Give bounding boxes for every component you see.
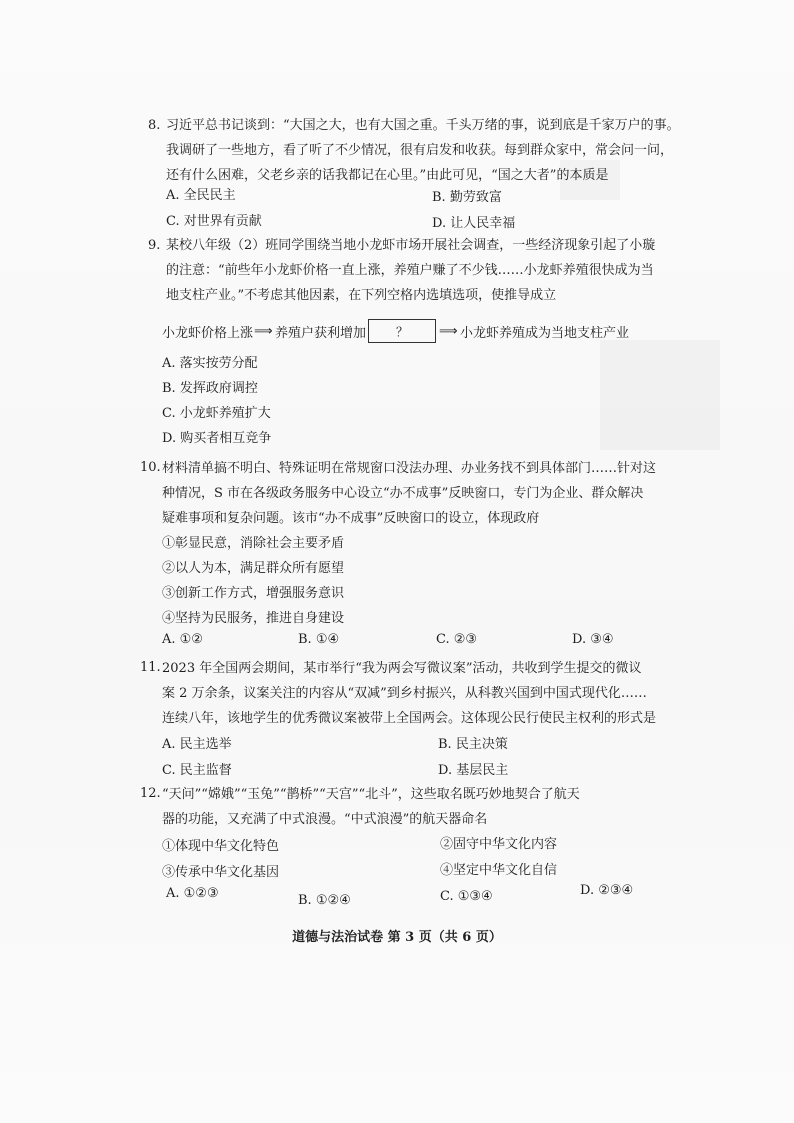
question-text-line: 案 2 万余条，议案关注的内容从“双减”到乡村振兴，从科教兴国到中国式现代化…… <box>162 686 647 701</box>
statement-2: ②固守中华文化内容 <box>440 837 558 852</box>
question-text-line: 习近平总书记谈到：“大国之大，也有大国之重。千头万绪的事，说到底是千家万户的事。 <box>166 118 680 133</box>
question-text-line: 连续八年，该地学生的优秀微议案被带上全国两会。这体现公民行使民主权利的形式是 <box>162 711 657 726</box>
option-b: B. ①②④ <box>298 893 351 908</box>
inference-flow <box>162 318 629 344</box>
statement-1: ①彰显民意，消除社会主要矛盾 <box>162 536 345 551</box>
question-number: 9. <box>148 238 161 253</box>
question-text-line: 的注意：“前些年小龙虾价格一直上涨，养殖户赚了不少钱……小龙虾养殖很快成为当 <box>166 263 654 278</box>
option-a: A. 民主选举 <box>162 737 232 752</box>
statement-3: ③传承中华文化基因 <box>162 865 280 880</box>
flow-step-price-rise: 小龙虾价格上涨 <box>162 325 254 341</box>
statement-4: ④坚持为民服务，推进自身建设 <box>162 611 345 626</box>
statement-3: ③创新工作方式，增强服务意识 <box>162 586 345 601</box>
option-c: C. 民主监督 <box>162 763 232 778</box>
statement-4: ④坚定中华文化自信 <box>440 863 558 878</box>
scan-shadow <box>600 340 720 450</box>
option-b: B. 民主决策 <box>438 737 508 752</box>
option-b: B. 勤劳致富 <box>432 190 502 205</box>
question-text-line: 我调研了一些地方，看了听了不少情况，很有启发和收获。每到群众家中，常会问一问， <box>166 143 674 158</box>
question-text-line: 种情况，S 市在各级政务服务中心设立“办不成事”反映窗口，专门为企业、群众解决 <box>162 486 644 501</box>
statement-1: ①体现中华文化特色 <box>162 839 280 854</box>
option-a: A. 全民民主 <box>166 188 236 203</box>
option-d: D. 购买者相互竞争 <box>162 431 272 446</box>
question-text-line: 器的功能，又充满了中式浪漫。“中式浪漫”的航天器命名 <box>162 812 488 827</box>
statement-2: ②以人为本，满足群众所有愿望 <box>162 561 345 576</box>
option-a: A. ①② <box>162 632 203 647</box>
option-d: D. ③④ <box>572 632 614 647</box>
option-b: B. 发挥政府调控 <box>162 381 258 396</box>
flow-step-profit-increase: 养殖户获利增加 <box>275 325 367 341</box>
option-c: C. ①③④ <box>440 889 493 904</box>
page-footer: 道德与法治试卷 第 3 页（共 6 页） <box>292 930 502 945</box>
option-c: C. ②③ <box>436 632 478 647</box>
question-text-line: 材料清单搞不明白、特殊证明在常规窗口没法办理、办业务找不到具体部门……针对这 <box>162 461 657 476</box>
option-a: A. 落实按劳分配 <box>162 356 258 371</box>
option-d: D. ②③④ <box>580 883 634 898</box>
question-text-line: 2023 年全国两会期间，某市举行“我为两会写微议案”活动，共收到学生提交的微议 <box>162 661 642 676</box>
question-number: 11. <box>140 660 161 675</box>
option-d: D. 基层民主 <box>438 763 509 778</box>
flow-blank-box[interactable]: ？ <box>368 319 436 343</box>
option-c: C. 对世界有贡献 <box>166 214 262 229</box>
option-d: D. 让人民幸福 <box>432 216 516 231</box>
question-number: 12. <box>140 786 161 801</box>
flow-step-pillar-industry: 小龙虾养殖成为当地支柱产业 <box>460 325 630 341</box>
option-c: C. 小龙虾养殖扩大 <box>162 406 271 421</box>
double-arrow-icon: ⟹ <box>254 323 273 339</box>
option-a: A. ①②③ <box>166 886 219 901</box>
question-text-line: 还有什么困难，父老乡亲的话我都记在心里。”由此可见，“国之大者”的本质是 <box>166 168 609 183</box>
question-text-line: 地支柱产业。”不考虑其他因素，在下列空格内选填选项，使推导成立 <box>166 288 557 303</box>
option-b: B. ①④ <box>298 632 340 647</box>
question-text-line: 疑难事项和复杂问题。该市“办不成事”反映窗口的设立，体现政府 <box>162 511 540 526</box>
question-text-line: 某校八年级（2）班同学围绕当地小龙虾市场开展社会调查，一些经济现象引起了小璇 <box>166 238 656 253</box>
question-text-line: “天问”“嫦娥”“玉兔”“鹊桥”“天宫”“北斗”，这些取名既巧妙地契合了航天 <box>162 787 580 802</box>
question-number: 10. <box>140 460 161 475</box>
double-arrow-icon: ⟹ <box>439 323 458 339</box>
question-number: 8. <box>148 118 161 133</box>
